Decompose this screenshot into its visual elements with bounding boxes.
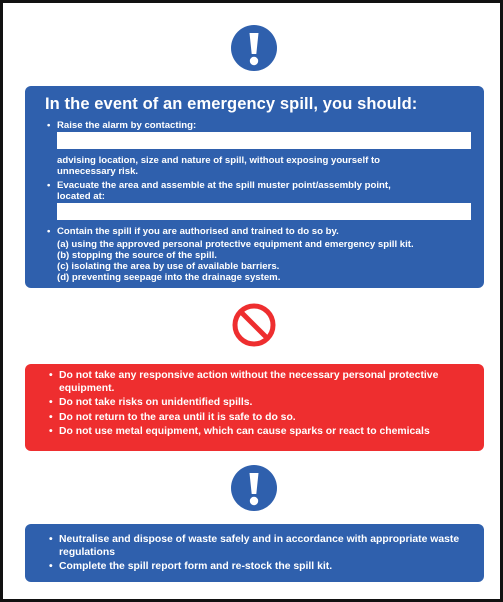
instructions-panel (25, 86, 484, 288)
panel-title: In the event of an emergency spill, you should: (45, 95, 418, 113)
step-c-text: (c) isolating the area by use of available barriers. (57, 261, 280, 272)
disposal-panel (25, 524, 484, 582)
bullet: • (47, 180, 51, 191)
list-item: • Do not return to the area until it is safe to do so. (49, 411, 296, 423)
step-b-text: (b) stopping the source of the spill. (57, 250, 217, 261)
list-item: • Do not take any responsive action without the necessary personal protective equipment. (49, 370, 439, 394)
list-item: • Do not take risks on unidentified spills. (49, 397, 253, 408)
list-item: • Do not use metal equipment, which can cause sparks or react to chemicals (49, 426, 430, 437)
prohibitions-panel (25, 364, 484, 451)
list-item: • Complete the spill report form and re-stock the spill kit. (49, 561, 333, 572)
advising-text-line2: unnecessary risk. (57, 166, 139, 177)
contain-text: Contain the spill if you are authorised and trained to do so by. (57, 226, 339, 237)
evacuate-text-line1: Evacuate the area and assemble at the spill muster point/assembly point, (57, 180, 391, 191)
step-a-text: (a) using the approved personal protective equipment and emergency spill kit. (57, 239, 414, 250)
muster-point-fill-in-field[interactable] (57, 203, 471, 220)
mandatory-exclamation-icon (230, 464, 278, 512)
disposal-list (49, 534, 474, 574)
prohibition-icon (231, 302, 277, 348)
prohibitions-list (49, 370, 474, 439)
bullet: • (47, 226, 51, 237)
raise-alarm-text: Raise the alarm by contacting: (57, 120, 197, 131)
step-d-text: (d) preventing seepage into the drainage system. (57, 272, 281, 283)
evacuate-text-line2: located at: (57, 191, 105, 202)
advising-text-line1: advising location, size and nature of spill, without exposing yourself to (57, 155, 381, 166)
mandatory-exclamation-icon (230, 24, 278, 72)
bullet: • (47, 120, 51, 131)
list-item: • Neutralise and dispose of waste safely and in accordance with appropriate waste regulations (49, 534, 460, 558)
contact-fill-in-field[interactable] (57, 132, 471, 149)
